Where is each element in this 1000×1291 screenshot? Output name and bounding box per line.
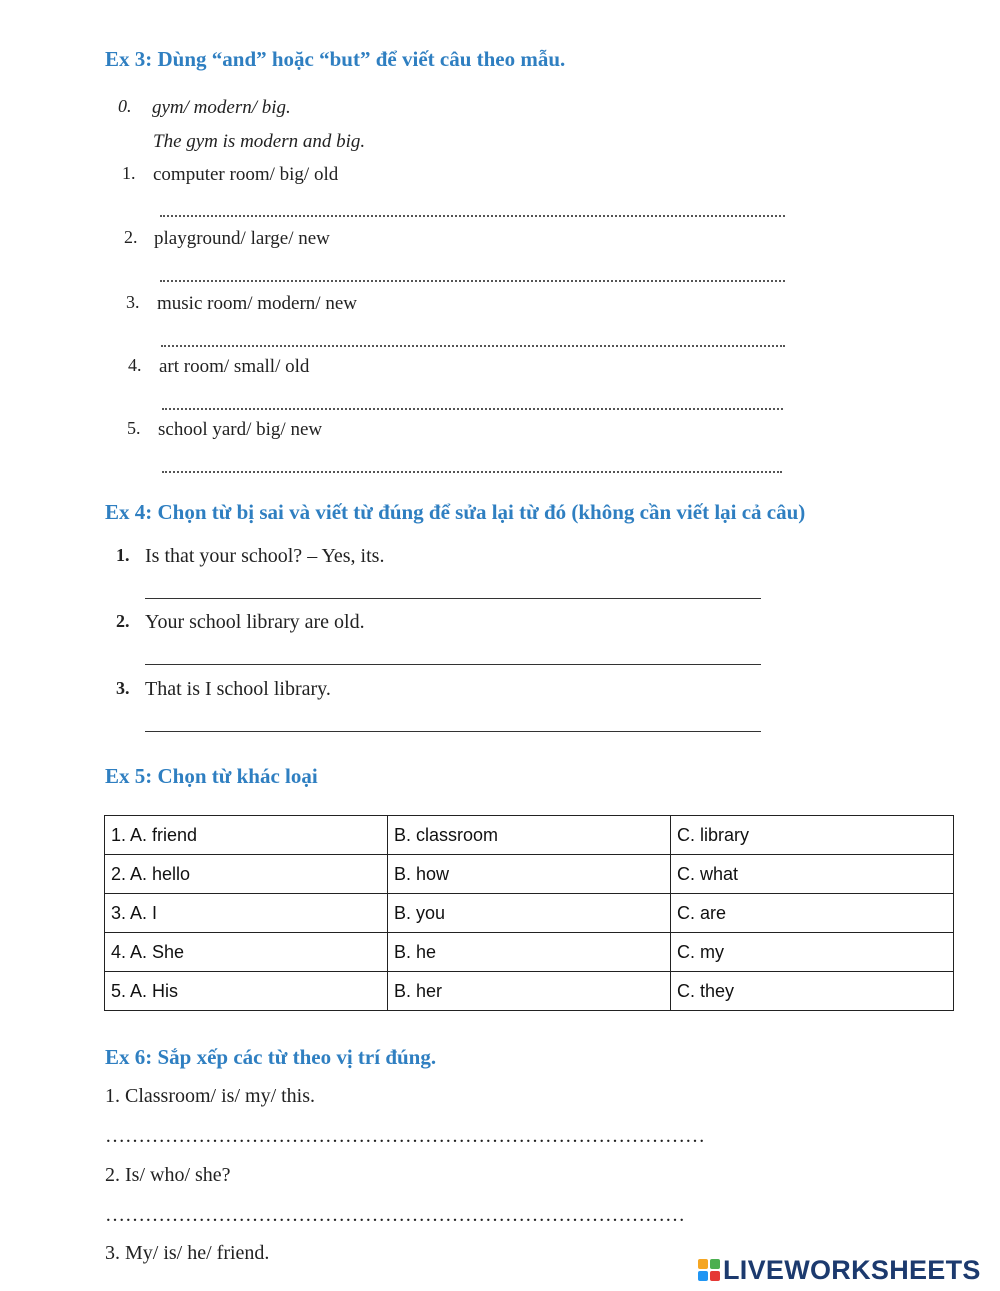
logo-square	[710, 1271, 720, 1281]
ex3-heading: Ex 3: Dùng “and” hoặc “but” để viết câu theo mẫu.	[105, 47, 566, 71]
table-row	[105, 816, 954, 855]
ex3-example-number: 0.	[118, 96, 132, 116]
option-cell[interactable]: C. are	[671, 894, 954, 933]
ex3-answer-line[interactable]	[162, 408, 783, 410]
ex3-item-number: 2.	[124, 227, 138, 247]
ex3-example-answer: The gym is modern and big.	[153, 131, 366, 152]
ex3-answer-line[interactable]	[160, 215, 785, 217]
option-cell[interactable]: B. how	[388, 855, 671, 894]
ex3-item-prompt: school yard/ big/ new	[158, 419, 323, 440]
logo-text: LIVEWORKSHEETS	[723, 1254, 981, 1285]
ex5-heading: Ex 5: Chọn từ khác loại	[105, 764, 318, 788]
ex3-item-number: 3.	[126, 292, 140, 312]
ex4-item-sentence: That is I school library.	[145, 678, 331, 700]
option-cell[interactable]: 4. A. She	[105, 933, 388, 972]
ex3-answer-line[interactable]	[161, 345, 785, 347]
table-row	[105, 894, 954, 933]
liveworksheets-logo	[698, 1255, 993, 1285]
option-cell[interactable]: B. you	[388, 894, 671, 933]
ex5-table	[104, 815, 954, 1011]
logo-square	[698, 1259, 708, 1269]
ex6-answer-line[interactable]: ……………………………………………………………………………	[105, 1204, 685, 1226]
ex3-item-number: 4.	[128, 355, 142, 375]
logo-square	[698, 1271, 708, 1281]
table-row	[105, 972, 954, 1011]
ex3-item-prompt: music room/ modern/ new	[157, 293, 357, 314]
option-cell[interactable]: B. he	[388, 933, 671, 972]
table-row	[105, 855, 954, 894]
option-cell[interactable]: C. library	[671, 816, 954, 855]
ex6-answer-line[interactable]: ………………………………………………………………………………	[105, 1125, 705, 1147]
ex6-heading: Ex 6: Sắp xếp các từ theo vị trí đúng.	[105, 1045, 437, 1069]
ex4-item-sentence: Your school library are old.	[145, 611, 365, 633]
ex3-item-prompt: playground/ large/ new	[154, 228, 330, 249]
ex3-item-number: 5.	[127, 418, 141, 438]
logo-square	[710, 1259, 720, 1269]
ex3-item-number: 1.	[122, 163, 136, 183]
ex4-item-number: 2.	[116, 611, 130, 631]
option-cell[interactable]: 1. A. friend	[105, 816, 388, 855]
logo-icon	[698, 1259, 720, 1281]
ex4-answer-line[interactable]	[145, 664, 761, 665]
ex4-answer-line[interactable]	[145, 731, 761, 732]
ex3-answer-line[interactable]	[160, 280, 785, 282]
ex3-example-prompt: gym/ modern/ big.	[152, 97, 291, 118]
ex6-item: 3. My/ is/ he/ friend.	[105, 1242, 270, 1264]
ex6-item: 2. Is/ who/ she?	[105, 1164, 231, 1186]
ex4-item-number: 1.	[116, 545, 130, 565]
option-cell[interactable]: 3. A. I	[105, 894, 388, 933]
ex4-heading: Ex 4: Chọn từ bị sai và viết từ đúng để sửa lại từ đó (không cần viết lại cả câu)	[105, 500, 806, 524]
option-cell[interactable]: B. classroom	[388, 816, 671, 855]
option-cell[interactable]: C. what	[671, 855, 954, 894]
option-cell[interactable]: B. her	[388, 972, 671, 1011]
option-cell[interactable]: C. my	[671, 933, 954, 972]
ex4-item-number: 3.	[116, 678, 130, 698]
table-row	[105, 933, 954, 972]
ex3-item-prompt: art room/ small/ old	[159, 356, 310, 377]
ex3-item-prompt: computer room/ big/ old	[153, 164, 339, 185]
ex4-answer-line[interactable]	[145, 598, 761, 599]
option-cell[interactable]: 2. A. hello	[105, 855, 388, 894]
ex4-item-sentence: Is that your school? – Yes, its.	[145, 545, 385, 567]
ex3-answer-line[interactable]	[162, 471, 782, 473]
option-cell[interactable]: 5. A. His	[105, 972, 388, 1011]
ex6-item: 1. Classroom/ is/ my/ this.	[105, 1085, 316, 1107]
option-cell[interactable]: C. they	[671, 972, 954, 1011]
